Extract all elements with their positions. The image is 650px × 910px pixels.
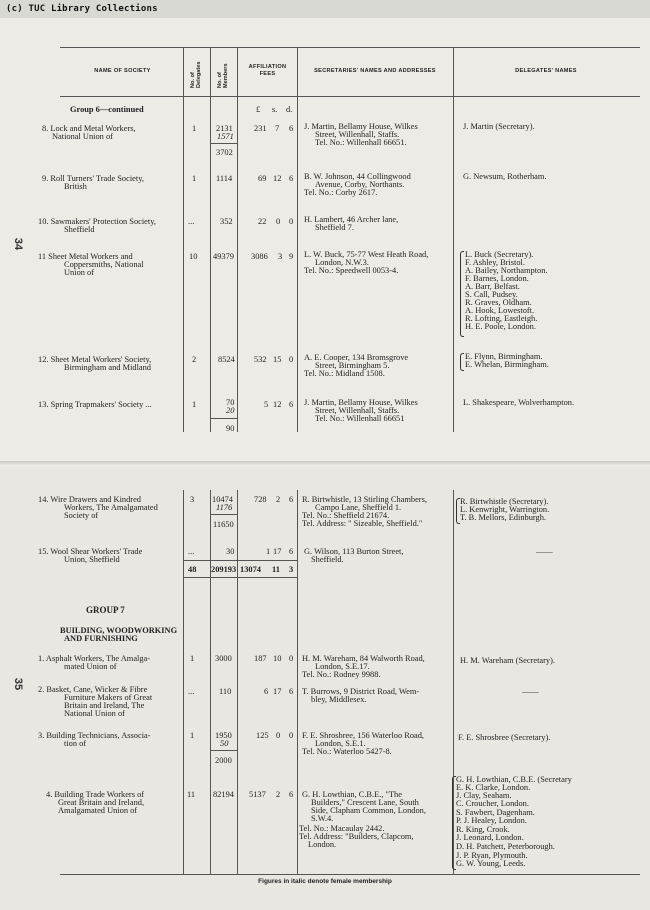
fee-shillings: 12: [273, 400, 282, 409]
fee-shillings: 0: [276, 731, 281, 740]
fee-pounds: 69: [258, 174, 267, 183]
secretary-line: S.W.4.: [311, 814, 334, 823]
society-name: 15. Wool Shear Workers' Trade: [38, 547, 143, 556]
female-count: 1571: [217, 132, 234, 141]
member-count: 10474: [212, 495, 233, 504]
delegate-name: R. Graves, Oldham.: [465, 298, 532, 307]
group-heading: GROUP 7: [86, 605, 125, 615]
secretary-line: Street, Willenhall, Staffs.: [315, 130, 400, 139]
group-subheading: BUILDING, WOODWORKING: [60, 626, 178, 635]
fee-pence: 0: [289, 654, 294, 663]
header-top-rule: [60, 47, 640, 48]
header-delegates: DELEGATES' NAMES: [515, 68, 577, 74]
fee-pence: 0: [289, 731, 294, 740]
society-name: 3. Building Technicians, Associa-: [38, 731, 151, 740]
fee-pounds: 5: [264, 400, 269, 409]
delegate-count: 1: [192, 124, 197, 133]
fee-shillings: 15: [273, 355, 282, 364]
delegate-name: J. P. Ryan, Plymouth.: [456, 851, 528, 860]
society-name: National Union of: [64, 709, 125, 718]
fee-pounds: 6: [264, 687, 269, 696]
delegate-name: E. Flynn, Birmingham.: [465, 352, 543, 361]
secretary-line: Tel. Address: "Builders, Clapcom,: [299, 832, 414, 841]
delegate-name: G. Newsum, Rotherham.: [463, 172, 547, 181]
member-count: 1114: [216, 174, 233, 183]
delegate-brace: [460, 353, 464, 371]
society-name: 11 Sheet Metal Workers and: [38, 252, 133, 261]
secretary-line: Side, Clapham Common, London,: [311, 806, 426, 815]
delegate-name: F. Ashley, Bristol.: [465, 258, 525, 267]
delegate-name: R. Lofting, Eastleigh.: [465, 314, 538, 323]
page-number-bottom: 35: [12, 677, 25, 691]
total-fee-shillings: 11: [272, 565, 280, 574]
secretary-line: Tel. Address: " Sizeable, Sheffield.": [302, 519, 423, 528]
delegate-name: R. King, Crook.: [456, 825, 510, 834]
fee-pence: 6: [289, 174, 294, 183]
total-delegates: 48: [188, 565, 197, 574]
delegate-name: D. H. Patchett, Peterborough.: [456, 842, 555, 851]
fee-pence: 6: [289, 687, 294, 696]
secretary-line: L. W. Buck, 75-77 West Heath Road,: [304, 250, 429, 259]
delegate-count: 1: [192, 174, 197, 183]
delegate-name: A. Bailey, Northampton.: [465, 266, 548, 275]
delegate-name: L. Buck (Secretary).: [465, 250, 534, 259]
delegate-name: L. Shakespeare, Wolverhampton.: [463, 398, 575, 407]
secretary-line: Builders," Crescent Lane, South: [311, 798, 419, 807]
society-name: 13. Spring Trapmakers' Society ...: [38, 400, 152, 409]
fee-pounds: 1: [266, 547, 271, 556]
delegate-count: 10: [189, 252, 198, 261]
delegate-count: 1: [190, 654, 195, 663]
fee-pounds: 22: [258, 217, 267, 226]
society-name: Amalgamated Union of: [58, 806, 138, 815]
fee-pounds: 125: [256, 731, 269, 740]
member-subtotal: 3702: [216, 148, 233, 157]
society-name: 4. Building Trade Workers of: [46, 790, 145, 799]
society-name: Birmingham and Midland: [64, 363, 151, 372]
totals-bottom-rule: [183, 577, 297, 578]
fee-pounds: 532: [254, 355, 267, 364]
member-count: 8524: [218, 355, 235, 364]
delegate-count: ...: [188, 687, 195, 696]
member-count: 82194: [213, 790, 234, 799]
delegate-name: ——: [522, 687, 539, 696]
delegate-name: ——: [536, 547, 553, 556]
society-name: 2. Basket, Cane, Wicker & Fibre: [38, 685, 148, 694]
fee-pounds: 5137: [249, 790, 266, 799]
secretary-line: T. Burrows, 9 District Road, Wem-: [302, 687, 420, 696]
secretary-line: Tel. No.: Waterloo 5427-8.: [302, 747, 392, 756]
currency-pence: d.: [286, 105, 293, 114]
fee-pence: 9: [289, 252, 294, 261]
total-members: 209193: [211, 565, 237, 574]
fee-pounds: 728: [254, 495, 267, 504]
female-count: 1176: [216, 503, 233, 512]
delegate-count: ...: [188, 547, 195, 556]
member-count: 3000: [215, 654, 232, 663]
fee-shillings: 2: [276, 495, 281, 504]
total-fee-pounds: 13074: [240, 565, 261, 574]
delegate-name: E. Whelan, Birmingham.: [465, 360, 549, 369]
society-name: 14. Wire Drawers and Kindred: [38, 495, 141, 504]
col-line: [210, 490, 211, 875]
society-name: tion of: [64, 739, 87, 748]
fee-pence: 6: [289, 495, 294, 504]
fee-shillings: 17: [273, 547, 282, 556]
col-line: [297, 47, 298, 432]
secretary-line: H. Lambert, 46 Archer lane,: [304, 215, 399, 224]
fee-pounds: 3086: [251, 252, 268, 261]
delegate-name: L. Kenwright, Warrington.: [460, 505, 550, 514]
delegate-name: H. E. Poole, London.: [465, 322, 536, 331]
society-name: 12. Sheet Metal Workers' Society,: [38, 355, 152, 364]
secretary-line: J. Martin, Bellamy House, Wilkes: [304, 122, 418, 131]
society-name: 9. Roll Turners' Trade Society,: [42, 174, 144, 183]
delegate-brace: [460, 251, 464, 337]
society-name: Great Britain and Ireland,: [58, 798, 145, 807]
subtotal-rule: [210, 143, 237, 144]
group-heading: Group 6—continued: [70, 105, 144, 114]
delegate-name: A. Barr, Belfast.: [465, 282, 520, 291]
society-name: National Union of: [52, 132, 113, 141]
header-secretaries: SECRETARIES' NAMES AND ADDRESSES: [314, 68, 436, 74]
secretary-line: B. W. Johnson, 44 Collingwood: [304, 172, 411, 181]
fee-pence: 6: [289, 547, 294, 556]
delegate-name: J. Martin (Secretary).: [463, 122, 535, 131]
secretary-line: Tel. No.: Speedwell 0053-4.: [304, 266, 399, 275]
secretary-line: Tel. No.: Sheffield 21674.: [302, 511, 390, 520]
total-fee-pence: 3: [289, 565, 294, 574]
secretary-line: Sheffield.: [311, 555, 344, 564]
subtotal-rule: [210, 514, 237, 515]
member-subtotal: 11650: [213, 520, 234, 529]
secretary-line: Street, Willenhall, Staffs.: [315, 406, 400, 415]
page-number-top: 34: [12, 237, 25, 251]
secretary-line: G. Wilson, 113 Burton Street,: [304, 547, 404, 556]
delegate-count: 1: [190, 731, 195, 740]
delegate-name: A. Hook, Lowestoft.: [465, 306, 535, 315]
society-name: Furniture Makers of Great: [64, 693, 153, 702]
member-subtotal: 2000: [215, 756, 232, 765]
secretary-line: London, S.E.1.: [315, 739, 366, 748]
col-line: [210, 47, 211, 432]
fee-shillings: 7: [275, 124, 280, 133]
totals-top-rule: [183, 560, 297, 561]
society-name: Workers, The Amalgamated: [64, 503, 158, 512]
fee-pence: 0: [289, 217, 294, 226]
female-count: 20: [226, 406, 235, 415]
member-count: 70: [226, 398, 235, 407]
delegate-name: R. Birtwhistle (Secretary).: [460, 497, 549, 506]
secretary-line: G. H. Lowthian, C.B.E., "The: [302, 790, 402, 799]
secretary-line: Tel. No.: Corby 2617.: [304, 188, 378, 197]
header-bottom-rule: [60, 96, 640, 97]
secretary-line: Sheffield 7.: [315, 223, 354, 232]
delegate-name: T. B. Mellors, Edinburgh.: [460, 513, 546, 522]
header-delegates-no: No. of Delegates: [190, 61, 202, 88]
col-line: [237, 47, 238, 432]
female-count: 50: [220, 739, 229, 748]
secretary-line: R. Birtwhistle, 13 Stirling Chambers,: [302, 495, 427, 504]
fee-pence: 0: [289, 355, 294, 364]
secretary-line: Tel. No.: Willenhall 66651: [315, 414, 405, 423]
secretary-line: Campo Lane, Sheffield 1.: [315, 503, 402, 512]
society-name: Britain and Ireland, The: [64, 701, 145, 710]
delegate-name: H. M. Wareham (Secretary).: [460, 656, 555, 665]
fee-shillings: 2: [276, 790, 281, 799]
secretary-line: Tel. No.: Rodney 9988.: [302, 670, 381, 679]
secretary-line: Avenue, Corby, Northants.: [315, 180, 405, 189]
fee-shillings: 12: [273, 174, 282, 183]
society-name: 8. Lock and Metal Workers,: [42, 124, 136, 133]
society-name: mated Union of: [64, 662, 117, 671]
col-line: [453, 47, 454, 432]
delegate-name: J. Clay, Seaham.: [456, 791, 512, 800]
secretary-line: Tel. No.: Macaulay 2442.: [299, 824, 385, 833]
delegate-name: E. K. Clarke, London.: [456, 783, 531, 792]
group-subheading: AND FURNISHING: [64, 634, 138, 643]
member-count: 352: [220, 217, 233, 226]
delegate-count: 3: [190, 495, 195, 504]
society-name: Union, Sheffield: [64, 555, 120, 564]
secretary-line: London.: [308, 840, 337, 849]
currency-shillings: s.: [272, 105, 278, 114]
header-members-no: No. of Members: [217, 63, 229, 88]
header-society: NAME OF SOCIETY: [94, 68, 151, 74]
watermark: (c) TUC Library Collections: [6, 4, 158, 14]
member-count: 49379: [213, 252, 234, 261]
delegate-count: 11: [187, 790, 196, 799]
secretary-line: J. Martin, Bellamy House, Wilkes: [304, 398, 418, 407]
fee-pence: 6: [289, 124, 294, 133]
fee-pence: 6: [289, 790, 294, 799]
delegate-count: ...: [188, 217, 195, 226]
member-count: 30: [226, 547, 235, 556]
member-count: 2131: [216, 124, 233, 133]
society-name: Sheffield: [64, 225, 95, 234]
secretary-line: Tel. No.: Midland 1508.: [304, 369, 385, 378]
delegate-name: P. J. Healey, London.: [456, 816, 527, 825]
delegate-count: 2: [192, 355, 197, 364]
delegate-name: J. Leonard, London.: [456, 833, 524, 842]
secretary-line: H. M. Wareham, 84 Walworth Road,: [302, 654, 425, 663]
fee-pence: 6: [289, 400, 294, 409]
col-line: [183, 47, 184, 432]
secretary-line: bley, Middlesex.: [311, 695, 367, 704]
society-name: 1. Asphalt Workers, The Amalga-: [38, 654, 151, 663]
secretary-line: Street, Birmingham 5.: [315, 361, 390, 370]
delegate-name: F. Barnes, London.: [465, 274, 529, 283]
secretary-line: London, N.W.3.: [315, 258, 369, 267]
fee-pounds: 231: [254, 124, 267, 133]
member-subtotal: 90: [226, 424, 235, 433]
fee-shillings: 3: [278, 252, 283, 261]
delegate-count: 1: [192, 400, 197, 409]
delegate-name: C. Croucher, London.: [456, 799, 529, 808]
col-line: [183, 490, 184, 875]
secretary-line: A. E. Cooper, 134 Bromsgrove: [304, 353, 409, 362]
secretary-line: London, S.E.17.: [315, 662, 370, 671]
society-name: Society of: [64, 511, 99, 520]
society-name: Union of: [64, 268, 95, 277]
fee-shillings: 17: [273, 687, 282, 696]
society-name: British: [64, 182, 87, 191]
delegate-name: G. W. Young, Leeds.: [456, 859, 526, 868]
delegate-name: G. H. Lowthian, C.B.E. (Secretary: [456, 775, 572, 784]
header-fees: AFFILIATION FEES: [248, 64, 287, 77]
fee-shillings: 10: [273, 654, 282, 663]
bottom-rule: [60, 874, 640, 875]
society-name: 10. Sawmakers' Protection Society,: [38, 217, 156, 226]
member-count: 1950: [215, 731, 232, 740]
member-count: 110: [219, 687, 232, 696]
secretary-line: Tel. No.: Willenhall 66651.: [315, 138, 407, 147]
delegate-name: S. Call, Pudsey.: [465, 290, 518, 299]
delegate-name: S. Fawbert, Dagenham.: [456, 808, 535, 817]
currency-pounds: £: [256, 105, 261, 114]
fee-pounds: 187: [254, 654, 267, 663]
society-name: Coppersmiths, National: [64, 260, 144, 269]
col-line: [237, 490, 238, 875]
footer-note: Figures in italic denote female membership: [258, 878, 392, 885]
subtotal-rule: [210, 750, 237, 751]
secretary-line: F. E. Shrosbree, 156 Waterloo Road,: [302, 731, 425, 740]
fee-shillings: 0: [276, 217, 281, 226]
subtotal-rule: [210, 418, 237, 419]
col-line: [297, 490, 298, 875]
delegate-name: F. E. Shrosbree (Secretary).: [458, 733, 551, 742]
